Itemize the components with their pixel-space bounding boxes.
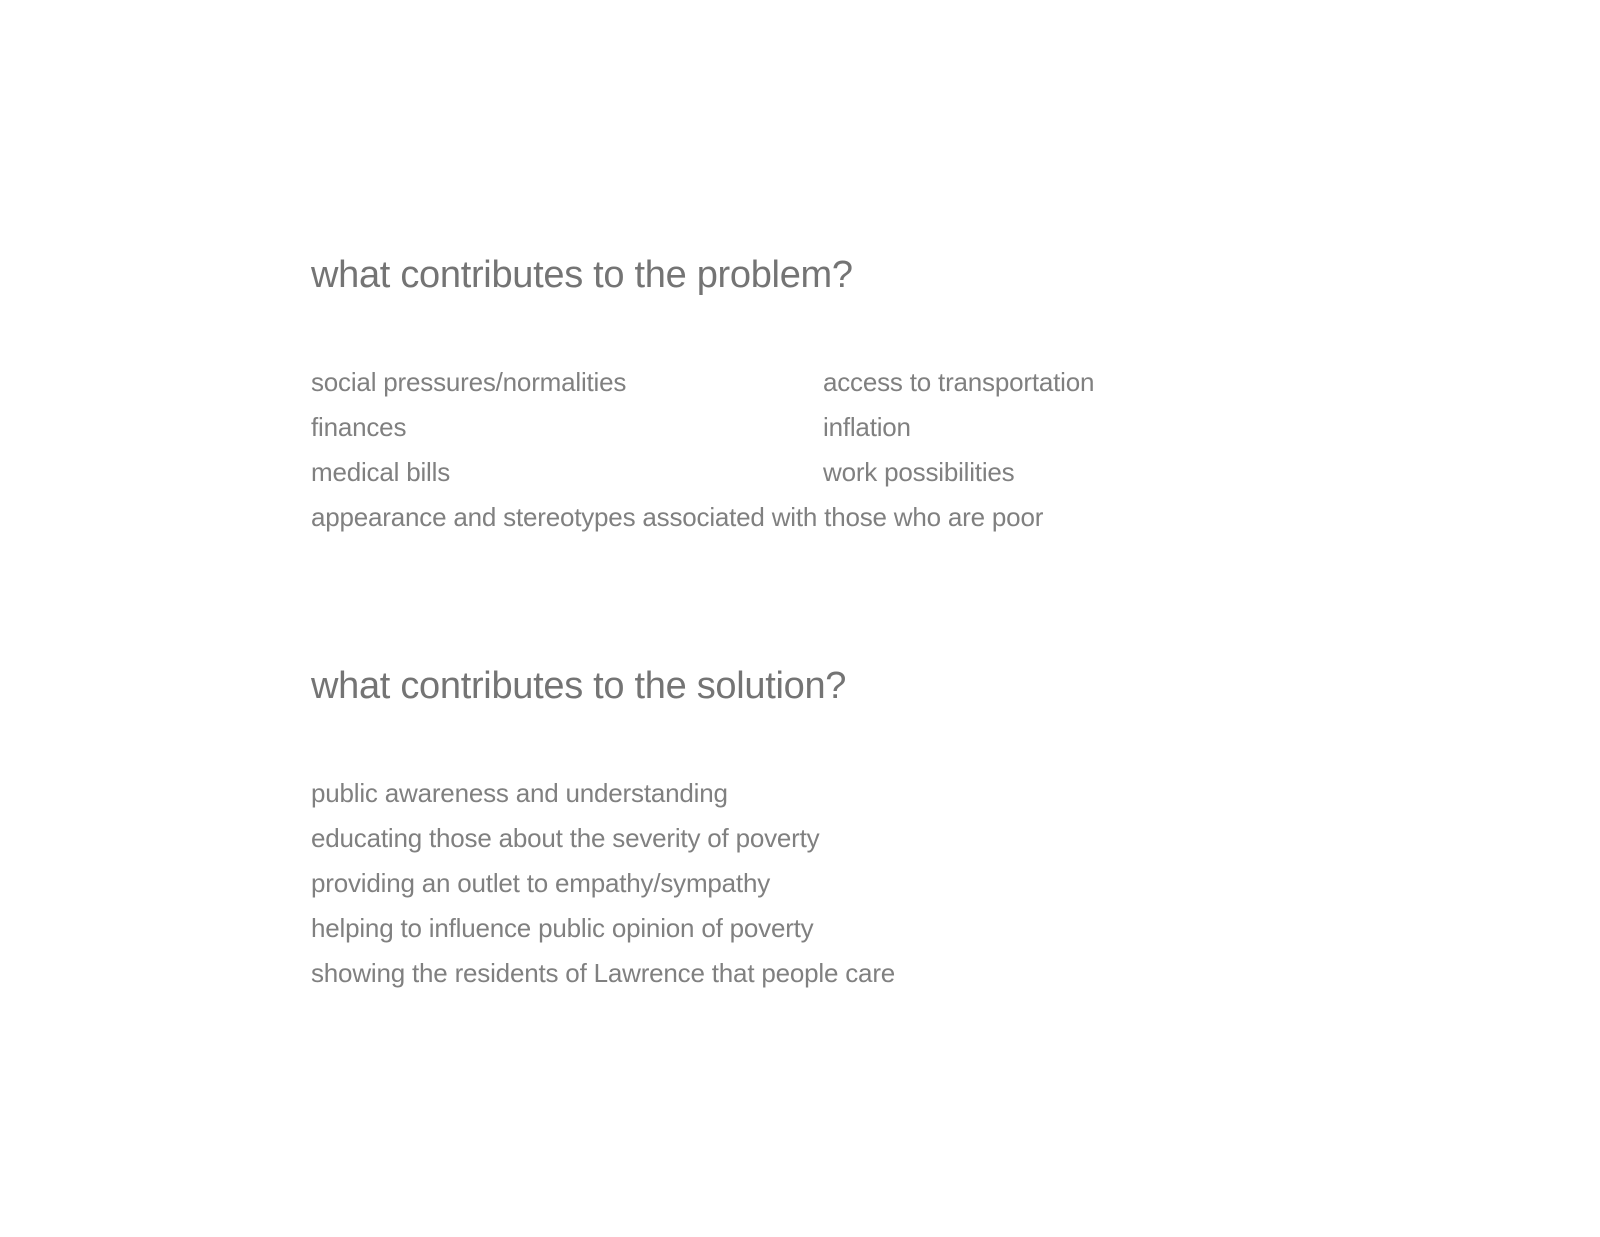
problem-heading: what contributes to the problem? [311, 254, 853, 296]
solution-item: public awareness and understanding [311, 778, 728, 808]
solution-item: educating those about the severity of poverty [311, 823, 820, 853]
problem-item: finances [311, 412, 407, 442]
solution-item: showing the residents of Lawrence that people care [311, 958, 896, 988]
problem-item: medical bills [311, 457, 451, 487]
problem-item-full-width: appearance and stereotypes associated with those who are poor [311, 502, 1044, 532]
solution-item: helping to influence public opinion of poverty [311, 913, 814, 943]
problem-item: social pressures/normalities [311, 367, 627, 397]
problem-item: work possibilities [823, 457, 1015, 487]
problem-item: access to transportation [823, 367, 1095, 397]
solution-heading: what contributes to the solution? [311, 665, 847, 707]
problem-item: inflation [823, 412, 911, 442]
solution-item: providing an outlet to empathy/sympathy [311, 868, 771, 898]
